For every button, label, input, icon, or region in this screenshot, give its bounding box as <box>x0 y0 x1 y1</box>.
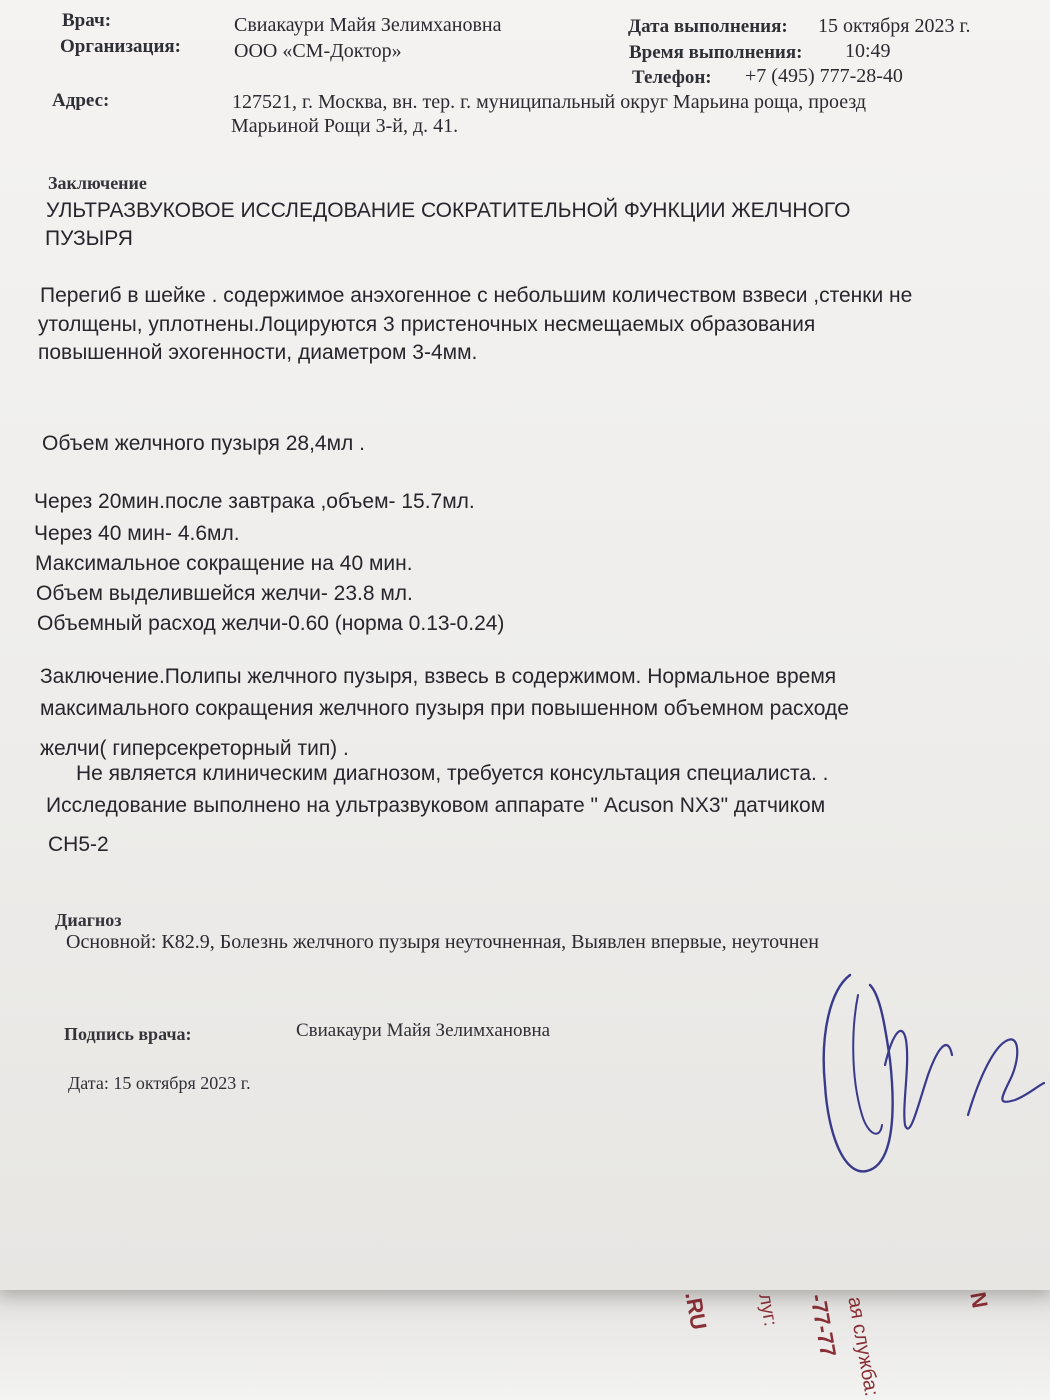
findings-line-2: утолщены, уплотнены.Лоцируются 3 пристеночных несмещаемых образования <box>38 313 816 336</box>
gallbladder-volume: Объем желчного пузыря 28,4мл . <box>42 432 365 455</box>
conclusion-label: Заключение <box>48 173 147 193</box>
summary-equipment: Исследование выполнено на ультразвуковом аппарате " Acuson NX3" датчиком <box>46 794 826 817</box>
signature-date: Дата: 15 октября 2023 г. <box>68 1073 251 1093</box>
time-value: 10:49 <box>845 40 891 62</box>
phone-label: Телефон: <box>632 67 712 88</box>
signature-name: Свиакаури Майя Зелимхановна <box>296 1020 551 1041</box>
date-label: Дата выполнения: <box>628 16 788 37</box>
address-line-2: Марьиной Рощи 3-й, д. 41. <box>231 115 459 137</box>
handwritten-signature <box>810 965 1045 1180</box>
time-label: Время выполнения: <box>629 42 803 63</box>
summary-line-2: максимального сокращения желчного пузыря при повышенном объемном расходе <box>40 697 849 720</box>
diagnosis-label: Диагноз <box>55 910 122 930</box>
address-label: Адрес: <box>52 90 110 111</box>
study-title-line-1: УЛЬТРАЗВУКОВОЕ ИССЛЕДОВАНИЕ СОКРАТИТЕЛЬНОЙ ФУНКЦИИ ЖЕЛЧНОГО <box>46 199 851 222</box>
doctor-value: Свиакаури Майя Зелимхановна <box>234 14 502 36</box>
summary-line-1: Заключение.Полипы желчного пузыря, взвесь в содержимом. Нормальное время <box>40 665 837 688</box>
measurement-40min: Через 40 мин- 4.6мл. <box>34 522 240 545</box>
measurement-bile-volume: Объем выделившейся желчи- 23.8 мл. <box>36 582 413 605</box>
print-fragment-service: ая служба: <box>843 1295 883 1398</box>
print-fragment-services: луг: <box>754 1292 781 1328</box>
phone-value: +7 (495) 777-28-40 <box>745 65 903 87</box>
diagnosis-main: Основной: К82.9, Болезнь желчного пузыря неуточненная, Выявлен впервые, неуточнен <box>66 931 819 953</box>
date-value: 15 октября 2023 г. <box>818 15 971 37</box>
measurement-bile-rate: Объемный расход желчи-0.60 (норма 0.13-0.24) <box>37 612 505 635</box>
study-title-line-2: ПУЗЫРЯ <box>45 227 133 250</box>
organization-value: ООО «СМ-Доктор» <box>234 40 402 62</box>
organization-label: Организация: <box>60 36 182 57</box>
doctor-label: Врач: <box>62 10 112 31</box>
print-fragment-n: N <box>965 1290 993 1310</box>
print-fragment-ru: .RU <box>680 1290 712 1332</box>
summary-probe: CH5-2 <box>48 833 109 856</box>
address-line-1: 127521, г. Москва, вн. тер. г. муниципальный округ Марьина роща, проезд <box>232 91 867 113</box>
summary-disclaimer: Не является клиническим диагнозом, требуется консультация специалиста. . <box>76 762 829 785</box>
signature-label: Подпись врача: <box>64 1024 192 1044</box>
summary-line-3: желчи( гиперсекреторный тип) . <box>40 737 349 760</box>
measurement-max-contraction: Максимальное сокращение на 40 мин. <box>35 552 413 575</box>
findings-line-3: повышенной эхогенности, диаметром 3-4мм. <box>38 341 478 364</box>
findings-line-1: Перегиб в шейке . содержимое анэхогенное с небольшим количеством взвеси ,стенки не <box>40 284 913 307</box>
measurement-20min: Через 20мин.после завтрака ,объем- 15.7мл. <box>34 490 475 513</box>
print-fragment-phone: -77-77 <box>805 1292 842 1359</box>
